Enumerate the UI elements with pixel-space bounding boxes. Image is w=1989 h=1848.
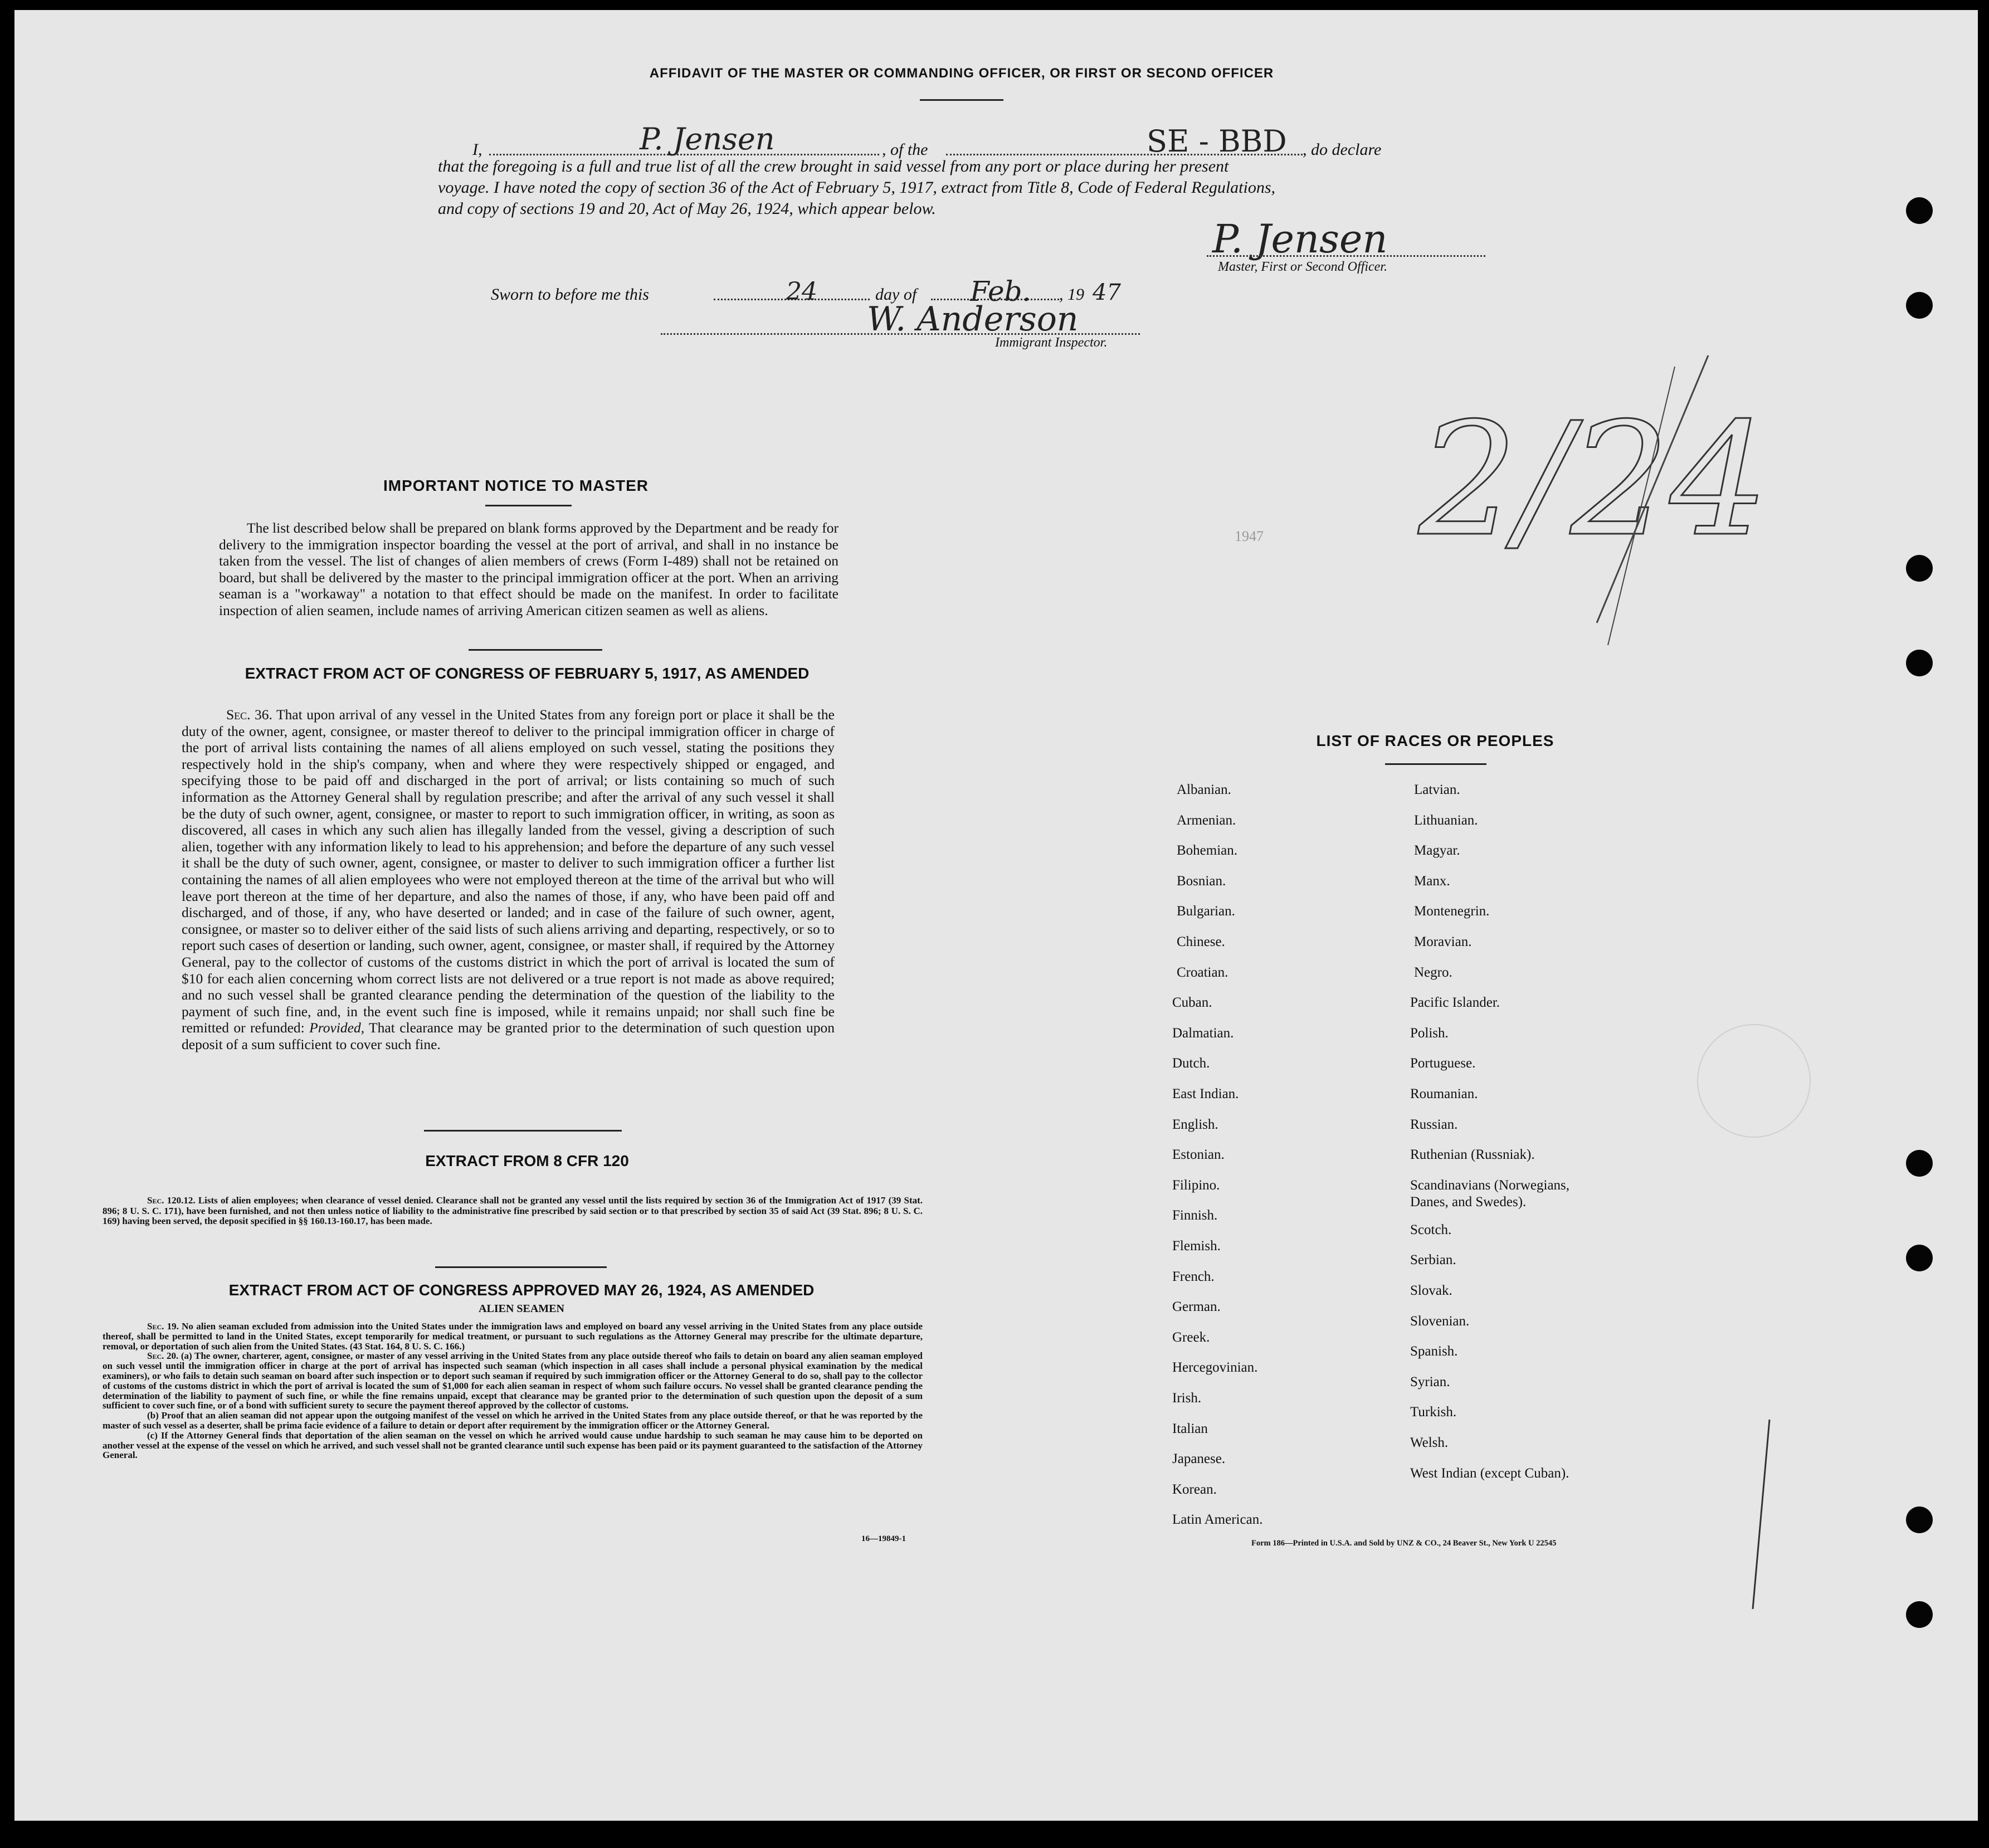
extract-1917-body [182,706,835,1052]
race-entry: Irish. [1172,1391,1202,1406]
handwritten-date-mark [1374,333,1875,679]
i-label: I, [472,140,482,159]
sec-120-label: Sec. 120.12. [147,1195,196,1206]
race-entry: Finnish. [1172,1208,1218,1223]
race-entry: Bohemian. [1177,843,1238,859]
race-entry: Serbian. [1410,1252,1456,1268]
race-entry: Croatian. [1177,964,1228,980]
race-entry: Russian. [1410,1116,1458,1132]
extract-1924-heading: EXTRACT FROM ACT OF CONGRESS APPROVED MAY 26, 1924, AS AMENDED [228,1281,815,1299]
sworn-year: 47 [1093,280,1121,305]
race-entry: Flemish. [1172,1238,1221,1254]
declarant-signature: P. Jensen [640,121,775,157]
race-entry: Japanese. [1172,1451,1226,1467]
extract-1924-body [103,1322,923,1460]
provided-label: Provided, [309,1020,365,1036]
race-entry: Bulgarian. [1177,904,1235,919]
binder-hole [1906,1506,1933,1533]
race-entry: Korean. [1172,1481,1217,1497]
provided-text: That clearance may be granted prior to the determination of such question upon deposit of a sum sufficient to cover such fine. [182,1020,835,1052]
race-entry: English. [1172,1116,1218,1132]
divider [469,649,602,651]
declaration-text [438,156,1524,220]
master-signature: P. Jensen [1212,216,1388,262]
document-page [14,10,1978,1821]
sworn-label: Sworn to before me this [491,285,649,304]
binder-hole [1906,292,1933,319]
race-entry: Magyar. [1414,843,1460,859]
race-entry: Slovenian. [1410,1313,1470,1329]
sec-20-label: Sec. 20. [147,1350,179,1362]
declaration-text-line-3: and copy of sections 19 and 20, Act of May 26, 1924, which appear below. [438,199,936,218]
race-entry: Albanian. [1177,782,1231,797]
race-entry: German. [1172,1299,1221,1315]
inspector-signature-line [661,333,1140,335]
affidavit-title: AFFIDAVIT OF THE MASTER OR COMMANDING OFFICER, OR FIRST OR SECOND OFFICER [649,66,1274,81]
sworn-day: 24 [786,277,817,306]
master-caption: Master, First or Second Officer. [1218,260,1387,274]
race-entry: Latvian. [1414,782,1460,797]
inspector-caption: Immigrant Inspector. [995,335,1108,350]
race-entry: Greek. [1172,1329,1210,1345]
cfr-body [103,1196,923,1227]
race-entry: Armenian. [1177,812,1236,828]
sec-20a-paragraph [103,1351,923,1411]
race-entry: Moravian. [1414,934,1472,949]
sec-20b-paragraph: (b) Proof that an alien seaman did not appear upon the outgoing manifest of the vessel on which he arrived in the United States from any place outside thereof, or that he was reported by the master of such vessel as a deserter, shall be prima facie evidence of a failure to detain or deport after requirement by the immigration officer or the Attorney General. [103,1410,923,1431]
race-entry: West Indian (except Cuban). [1410,1465,1569,1481]
sec-36-label: Sec. 36. [226,706,272,723]
divider [485,505,572,506]
declaration-text-line-2: voyage. I have noted the copy of section 36 of the Act of February 5, 1917, extract from Title 8, Code of Federal Regulations, [438,178,1276,197]
race-entry: Hercegovinian. [1172,1360,1258,1376]
inspector-signature: W. Anderson [867,300,1079,339]
race-entry: Estonian. [1172,1147,1225,1163]
binder-hole [1906,555,1933,582]
sec-20a-text: (a) The owner, charterer, agent, consignee, or master of any vessel arriving in the United States from any place outside thereof who fails to detain on board any alien seaman employed on such vessel until the immigration officer in charge at the port of arrival has inspected such seaman (which inspection in all cases shall include a personal physical examination by the medical examiners), or who fails to detain such seaman on board after such inspection or to deport such seaman if required by such immigration officer or the Attorney General to do so, shall pay to the collector of customs of the customs district in which the port of arrival is located the sum of $1,000 for each alien seaman in respect of whom such failure occurs. No vessel shall be granted clearance pending the determination of the liability to payment of such fine, or while the fine remains unpaid, except that clearance may be granted prior to the determination of such question upon the deposit of a sum sufficient to cover such fine, or of a bond with sufficient surety to secure the payment thereof approved by the collector of customs. [103,1350,923,1411]
sec-36-text: That upon arrival of any vessel in the United States from any foreign port or place it shall be the duty of the owner, agent, consignee, or master thereof to deliver to the principal immigration officer in charge of the port of arrival lists containing the names of all aliens employed on such vessel, stating the positions they respectively hold in the ship's company, when and where they were respectively shipped or engaged, and specifying those to be paid off and discharged in the port of arrival; or lists containing so much of such information as the Attorney General shall by regulation prescribe; and after the arrival of any such vessel it shall be the duty of such owner, agent, consignee, or master to report to such immigration officer, in writing, as soon as discovered, all cases in which any such alien has illegally landed from the vessel, giving a description of such alien, together with any information likely to lead to his apprehension; and before the departure of any such vessel it shall be the duty of such owner, agent, consignee, or master to deliver to such immigration officer a further list containing the names of all alien employees who were not employed thereon at the time of the arrival but who will leave port thereon at the time of her departure, and also the names of those, if any, who have been paid off and discharged, and of those, if any, who have deserted or landed; and in case of the failure of such owner, agent, consignee, or master so to deliver either of the said lists of such aliens arriving and departing, respectively, or so to report such cases of desertion or landing, such owner, agent, consignee, or master shall, if required by the Attorney General, pay to the collector of customs of the customs district in which the port of arrival is located the sum of $10 for each alien concerning whom correct lists are not delivered or a true report is not made as above required; and no such vessel shall be granted clearance pending the determination of the question of the liability to the payment of such fine, and, in the event such fine is imposed, while it remains unpaid; nor shall such fine be remitted or refunded: [182,706,835,1036]
divider [435,1266,607,1268]
race-entry: Portuguese. [1410,1056,1476,1071]
race-entry: Scotch. [1410,1222,1452,1237]
sec-19-paragraph [103,1322,923,1351]
day-of-label: day of [875,285,917,304]
sworn-line [491,277,1215,311]
race-entry: Danes, and Swedes). [1410,1194,1527,1210]
sec-19-text: No alien seaman excluded from admission into the United States under the immigration laws and employed on board any vessel arriving in the United States from any place outside thereof, shall be permitted to land in the United States, except temporarily for medical treatment, or pursuant to such regulations as the Attorney General may prescribe for the ultimate departure, removal, or deportation of such alien from the United States. (43 Stat. 164, 8 U. S. C. 166.) [103,1321,923,1352]
form-number: 16—19849-1 [861,1534,906,1543]
declaration-text-line-1: that the foregoing is a full and true list of all the crew brought in said vessel from any port or place during her present [438,157,1229,175]
race-entry: Bosnian. [1177,873,1226,889]
race-entry: Turkish. [1410,1405,1457,1420]
race-entry: Roumanian. [1410,1086,1478,1101]
vessel-name: SE - BBD [1147,124,1287,159]
binder-hole [1906,197,1933,224]
race-entry: Negro. [1414,964,1452,980]
race-entry: Welsh. [1410,1435,1449,1450]
race-entry: Polish. [1410,1025,1449,1041]
margin-pen-stroke [1747,1414,1781,1615]
race-entry: Pacific Islander. [1410,995,1500,1011]
binder-hole [1906,1150,1933,1177]
binder-hole [1906,650,1933,676]
sworn-month: Feb. [970,275,1031,308]
declaration-line [472,121,1520,159]
alien-seamen-subheading: ALIEN SEAMEN [479,1303,564,1315]
master-signature-line [1207,255,1485,257]
faint-seal [1697,1024,1811,1138]
cfr-heading: EXTRACT FROM 8 CFR 120 [425,1152,629,1169]
do-declare-label: , do declare [1303,140,1382,159]
divider [424,1130,622,1132]
race-entry: Dalmatian. [1172,1025,1234,1041]
race-entry: Montenegrin. [1414,904,1490,919]
year-prefix: , 19 [1059,285,1084,304]
divider [1385,763,1486,765]
notice-body: The list described below shall be prepared on blank forms approved by the Department and be ready for delivery to the immigration inspector boarding the vessel at the port of arrival, and shall in no instance be taken from the vessel. The list of changes of alien members of crews (Form I-489) shall not be retained on board, but shall be delivered by the master to the principal immigration officer at the port. When an arriving seaman is a "workaway" a notation to that effect should be made on the manifest. In order to facilitate inspection of alien seamen, include names of arriving American citizen seamen as well as aliens. [219,520,838,618]
binder-hole [1906,1601,1933,1628]
sec-20c-paragraph: (c) If the Attorney General finds that deportation of the alien seaman on the vessel on which he arrived would cause undue hardship to such seaman he may cause him to be deported on another vessel at the expense of the vessel on which he arrived, and such vessel shall not be granted clearance until such expense has been paid or its payment guaranteed to the satisfaction of the Attorney General. [103,1430,923,1461]
race-entry: Spanish. [1410,1344,1458,1359]
race-entry: East Indian. [1172,1086,1239,1101]
race-entry: Italian [1172,1421,1208,1436]
printer-line: Form 186—Printed in U.S.A. and Sold by UNZ & CO., 24 Beaver St., New York U 22545 [1251,1539,1557,1548]
sec-120-text: Lists of alien employees; when clearance of vessel denied. Clearance shall not be granted any vessel until the lists required by section 36 of the Immigration Act of 1917 (39 Stat. 896; 8 U. S. C. 171), have been furnished, and not then unless notice of liability to the administrative fine prescribed by said section or to that prescribed by section 35 of said Act (39 Stat. 896; 8 U. S. C. 169) having been served, the deposit specified in §§ 160.13-160.17, has been made. [103,1195,923,1226]
race-entry: Ruthenian (Russniak). [1410,1147,1535,1163]
race-entry: Syrian. [1410,1374,1450,1389]
race-entry: Chinese. [1177,934,1225,949]
notice-heading: IMPORTANT NOTICE TO MASTER [383,477,649,494]
race-entry: Latin American. [1172,1512,1263,1528]
race-entry: Slovak. [1410,1283,1452,1298]
race-entry: French. [1172,1269,1215,1284]
race-entry: Manx. [1414,873,1450,889]
faint-stamp: 1947 [1235,528,1264,544]
extract-1917-heading: EXTRACT FROM ACT OF CONGRESS OF FEBRUARY 5, 1917, AS AMENDED [245,665,810,682]
divider [920,99,1003,101]
race-entry: Filipino. [1172,1177,1220,1193]
races-heading: LIST OF RACES OR PEOPLES [1316,732,1554,749]
sec-19-label: Sec. 19. [147,1321,179,1332]
of-the-label: , of the [882,140,928,159]
race-entry: Lithuanian. [1414,812,1478,828]
race-entry: Cuban. [1172,995,1212,1011]
race-entry: Scandinavians (Norwegians, [1410,1177,1570,1193]
race-entry: Dutch. [1172,1056,1210,1071]
handwritten-date: 2/24 [1418,389,1769,571]
binder-hole [1906,1245,1933,1271]
